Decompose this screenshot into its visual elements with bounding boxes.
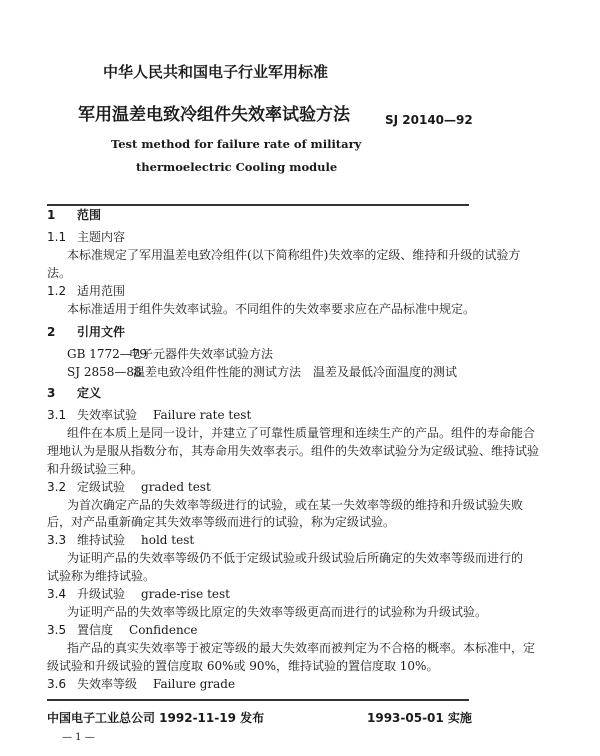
paragraph-line: 试验称为维持试验。 <box>47 569 156 583</box>
page-number: — 1 — <box>62 732 95 743</box>
section-1-2-heading: 1.2 适用范围 <box>47 284 126 298</box>
paragraph-line: 后，对产品重新确定其失效率等级而进行的试验，称为定级试验。 <box>47 515 396 529</box>
paragraph-line: 法。 <box>47 266 72 280</box>
paragraph-line: 为证明产品的失效率等级仍不低于定级试验或升级试验后所确定的失效率等级而进行的 <box>67 551 524 565</box>
issue-date: 中国电子工业总公司 1992-11-19 发布 <box>47 711 265 725</box>
reference-item: GB 1772—79电子元器件失效率试验方法 <box>67 347 274 361</box>
english-title-line-1: Test method for failure rate of military <box>111 137 362 151</box>
section-2-heading: 2 引用文件 <box>47 325 126 339</box>
section-3-heading: 3 定义 <box>47 386 102 400</box>
org-standard-heading: 中华人民共和国电子行业军用标准 <box>103 63 329 81</box>
paragraph-line: 理地认为是服从指数分布，其寿命用失效率表示。组件的失效率试验分为定级试验、维持试验 <box>47 444 540 458</box>
paragraph-line: 级试验和升级试验的置信度取 60%或 90%，维持试验的置信度取 10%。 <box>47 659 439 673</box>
section-1-heading: 1 范围 <box>47 208 102 222</box>
paragraph-line: 为证明产品的失效率等级比原定的失效率等级更高而进行的试验称为升级试验。 <box>67 605 488 619</box>
paragraph-line: 组件在本质上是同一设计，并建立了可靠性质量管理和连续生产的产品。组件的寿命能合 <box>67 426 536 440</box>
paragraph-line: 为首次确定产品的失效率等级进行的试验，或在某一失效率等级的维持和升级试验失败 <box>67 498 524 512</box>
paragraph-line: 指产品的真实失效率等于被定等级的最大失效率而被判定为不合格的概率。本标准中，定 <box>67 641 536 655</box>
section-3-3-heading: 3.3 维持试验 hold test <box>47 533 195 547</box>
reference-item: SJ 2858—88温差电致冷组件性能的测试方法 温差及最低冷面温度的测试 <box>67 365 458 379</box>
section-3-5-heading: 3.5 置信度 Confidence <box>47 623 198 637</box>
section-3-6-heading: 3.6 失效率等级 Failure grade <box>47 677 236 691</box>
footer-rule <box>47 699 469 701</box>
effective-date: 1993-05-01 实施 <box>367 711 472 725</box>
header-rule <box>47 204 469 206</box>
standard-number: SJ 20140—92 <box>385 113 473 127</box>
section-1-1-heading: 1.1 主题内容 <box>47 230 126 244</box>
english-title-line-2: thermoelectric Cooling module <box>136 160 338 174</box>
paragraph-line: 本标准适用于组件失效率试验。不同组件的失效率要求应在产品标准中规定。 <box>67 302 476 316</box>
section-3-2-heading: 3.2 定级试验 graded test <box>47 480 211 494</box>
section-3-1-heading: 3.1 失效率试验 Failure rate test <box>47 408 252 422</box>
paragraph-line: 和升级试验三种。 <box>47 462 144 476</box>
section-3-4-heading: 3.4 升级试验 grade-rise test <box>47 587 230 601</box>
paragraph-line: 本标准规定了军用温差电致冷组件(以下简称组件)失效率的定级、维持和升级的试验方 <box>67 248 521 262</box>
document-title: 军用温差电致冷组件失效率试验方法 <box>78 105 350 125</box>
